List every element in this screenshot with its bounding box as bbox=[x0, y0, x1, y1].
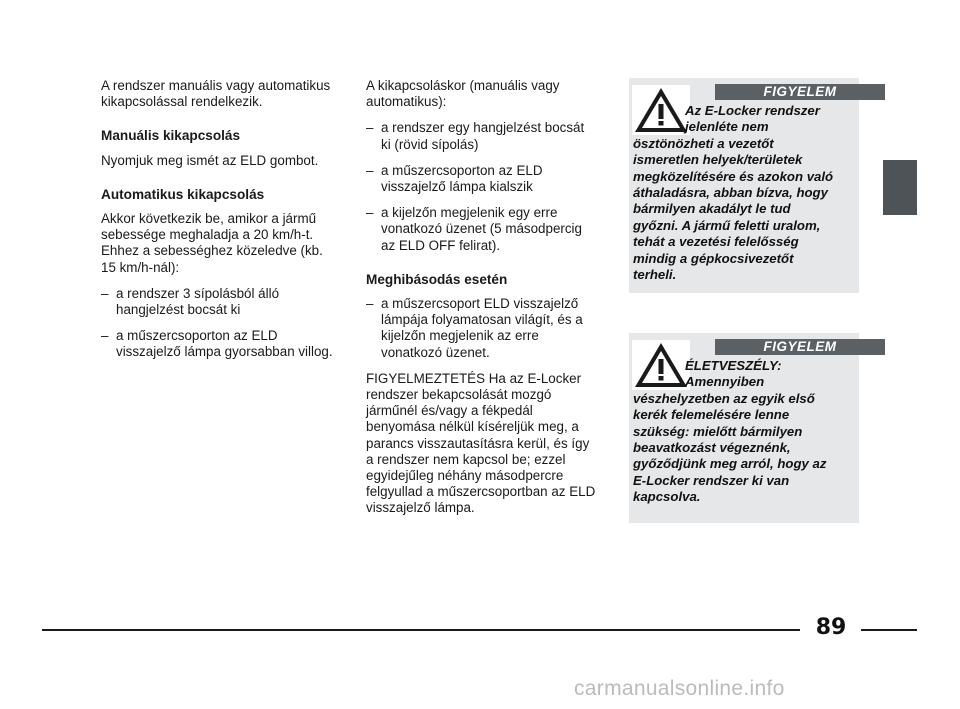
warning-line: ismeretlen helyek/területek bbox=[633, 152, 803, 168]
warning-line: kerék felemelésére lenne bbox=[633, 407, 790, 423]
list-item bbox=[101, 286, 339, 318]
warning-line: ösztönözheti a vezetőt bbox=[633, 135, 774, 151]
warning-box bbox=[629, 333, 859, 523]
list-item-text: a rendszer egy hangjelzést bocsát ki (rövid sípolás) bbox=[381, 120, 585, 152]
list-item bbox=[101, 328, 339, 360]
warning-line: győződjünk meg arról, hogy az bbox=[633, 456, 827, 472]
dash: – bbox=[101, 285, 109, 301]
list-item-text: a kijelzőn megjelenik egy erre vonatkozó üzenet (5 másodpercig az ELD OFF felirat). bbox=[381, 205, 582, 253]
list-item bbox=[366, 163, 596, 195]
column-left bbox=[101, 78, 339, 371]
warning-paragraph: FIGYELMEZTETÉS Ha az E-Locker rendszer bekapcsolását mozgó járműnél és/vagy a fékpedál benyomása nélkül kíséreljük meg, a parancs visszautasításra kerül, és így a rendszer nem kapcsol be; ezzel egyidejűleg néhány másodpercre felgyullad a műszercsoportban az ELD visszajelző lámpa. bbox=[366, 370, 596, 516]
warning-line: vészhelyzetben az egyik első bbox=[633, 390, 815, 406]
list-item-text: a műszercsoport ELD visszajelző lámpája folyamatosan világít, és a kijelzőn megjelenik az erre vonatkozó üzenet. bbox=[381, 296, 583, 360]
footer-rule bbox=[861, 629, 917, 631]
warning-line: E-Locker rendszer ki van bbox=[633, 472, 790, 488]
footer-rule bbox=[42, 629, 800, 631]
manual-heading: Manuális kikapcsolás bbox=[101, 128, 241, 144]
manual-text: Nyomjuk meg ismét az ELD gombot. bbox=[101, 152, 319, 168]
list-item-text: a műszercsoporton az ELD visszajelző lámpa gyorsabban villog. bbox=[116, 328, 333, 360]
warning-line: beavatkozást végeznénk, bbox=[633, 440, 791, 456]
list-item bbox=[366, 296, 596, 361]
warning-line: áthaladásra, abban bízva, hogy bbox=[633, 185, 828, 201]
warning-label: FIGYELEM bbox=[715, 339, 885, 355]
intro-text: A rendszer manuális vagy automatikus kikapcsolással rendelkezik. bbox=[101, 78, 331, 110]
warning-box bbox=[629, 78, 859, 293]
warning-line: mindig a gépkocsivezetőt bbox=[633, 250, 794, 266]
warning-text bbox=[633, 358, 855, 506]
warning-line: ÉLETVESZÉLY: bbox=[685, 358, 782, 373]
column-middle bbox=[366, 78, 596, 527]
warning-line: megközelítésére és azokon való bbox=[633, 168, 834, 184]
auto-text: Akkor következik be, amikor a jármű sebessége meghaladja a 20 km/h-t. Ehhez a sebességhez közeledve (kb. 15 km/h-nál): bbox=[101, 211, 323, 275]
warning-line: bármilyen akadályt le tud bbox=[633, 201, 791, 217]
warning-line: győzni. A jármű feletti uralom, bbox=[633, 217, 821, 233]
warning-line: terheli. bbox=[633, 267, 677, 283]
warning-line: Az E-Locker rendszer bbox=[685, 103, 820, 118]
warning-line: kapcsolva. bbox=[633, 489, 701, 505]
list-item-text: a műszercsoporton az ELD visszajelző lámpa kialszik bbox=[381, 162, 543, 195]
fault-heading: Meghibásodás esetén bbox=[366, 271, 508, 287]
dash: – bbox=[366, 162, 374, 178]
warning-label: FIGYELEM bbox=[715, 84, 885, 100]
warning-line: jelenléte nem bbox=[685, 119, 769, 135]
warning-line: szükség: mielőtt bármilyen bbox=[633, 423, 803, 439]
warning-text bbox=[633, 103, 855, 283]
warning-line: Amennyiben bbox=[685, 374, 765, 390]
dash: – bbox=[366, 296, 374, 312]
dash: – bbox=[101, 328, 109, 344]
page-number: 89 bbox=[815, 615, 847, 640]
list-item bbox=[366, 120, 596, 152]
section-tab bbox=[883, 160, 917, 215]
dash: – bbox=[366, 205, 374, 221]
warning-line: tehát a vezetési felelősség bbox=[633, 234, 799, 250]
list-item bbox=[366, 205, 596, 254]
list-item-text: a rendszer 3 sípolásból álló hangjelzést bocsát ki bbox=[116, 285, 280, 318]
intro-text: A kikapcsoláskor (manuális vagy automatikus): bbox=[366, 78, 560, 110]
watermark: carmanualsonline.info bbox=[574, 677, 785, 700]
auto-heading: Automatikus kikapcsolás bbox=[101, 186, 265, 202]
dash: – bbox=[366, 120, 374, 136]
